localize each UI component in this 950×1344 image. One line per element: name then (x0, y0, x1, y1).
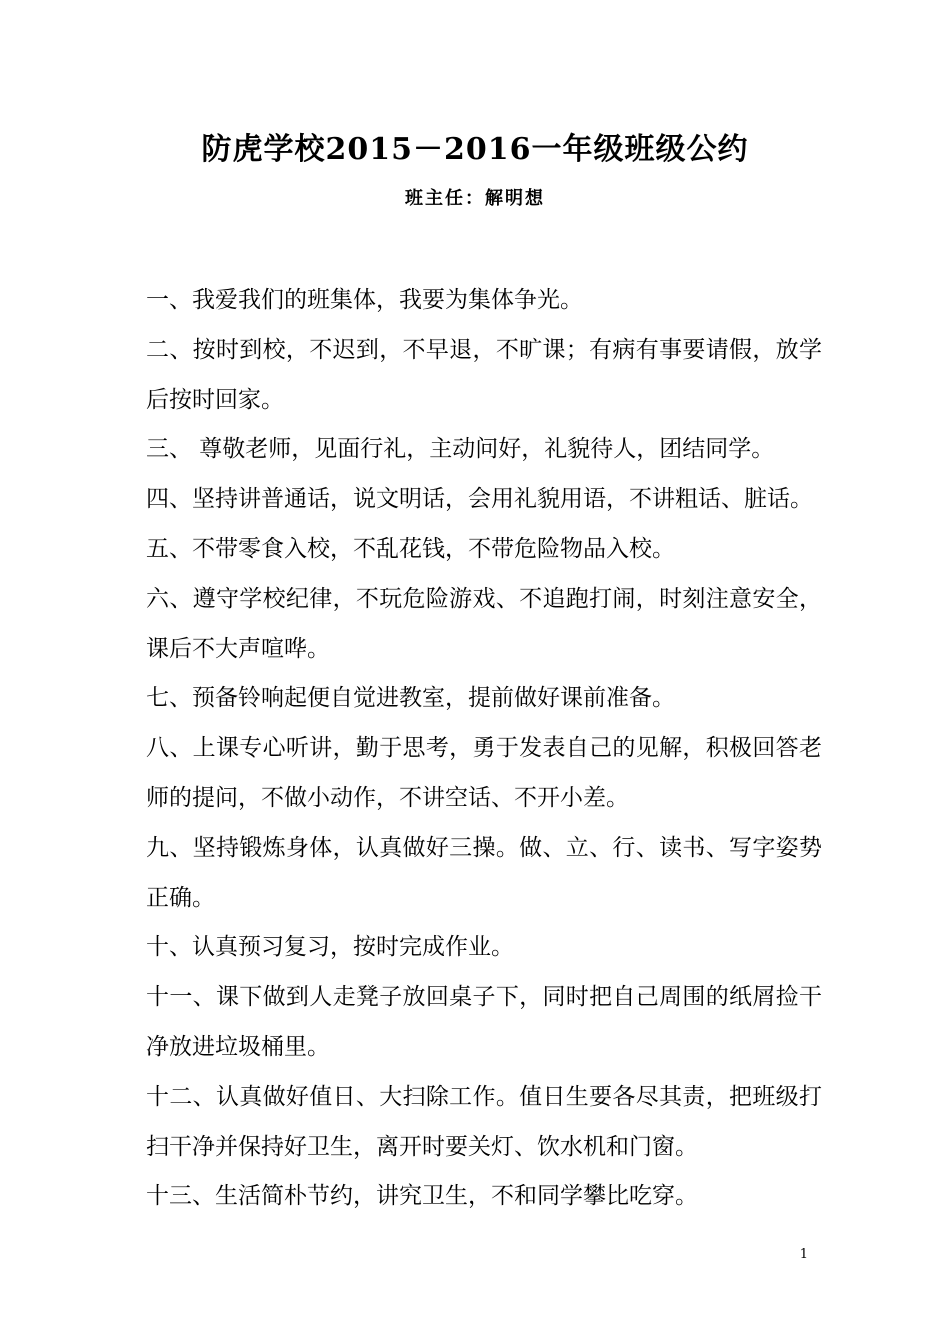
rule-item: 七、预备铃响起便自觉进教室，提前做好课前准备。 (146, 685, 675, 712)
rule-item: 十三、生活简朴节约，讲究卫生，不和同学攀比吃穿。 (146, 1183, 698, 1210)
rule-item: 六、遵守学校纪律，不玩危险游戏、不追跑打闹，时刻注意安全，课后不大声喧哗。 (146, 585, 822, 662)
document-subtitle: 班主任：解明想 (405, 188, 545, 209)
rule-item: 十、认真预习复习，按时完成作业。 (146, 934, 514, 961)
rules-list (146, 276, 822, 1222)
rule-item: 十一、课下做到人走凳子放回桌子下，同时把自己周围的纸屑捡干净放进垃圾桶里。 (146, 984, 822, 1060)
rule-item: 四、坚持讲普通话，说文明话，会用礼貌用语，不讲粗话、脏话。 (146, 486, 813, 513)
rule-item: 二、按时到校，不迟到，不早退，不旷课；有病有事要请假，放学后按时回家。 (146, 336, 822, 413)
rule-item: 九、坚持锻炼身体，认真做好三操。做、立、行、读书、写字姿势正确。 (146, 834, 822, 911)
rule-item: 五、不带零食入校，不乱花钱，不带危险物品入校。 (146, 535, 675, 562)
page-number: 1 (799, 1247, 808, 1262)
rule-item: 十二、认真做好值日、大扫除工作。值日生要各尽其责，把班级打扫干净并保持好卫生，离开时要关灯、饮水机和门窗。 (146, 1083, 822, 1160)
rule-item: 三、 尊敬老师，见面行礼，主动问好，礼貌待人，团结同学。 (146, 436, 775, 463)
rule-item: 一、我爱我们的班集体，我要为集体争光。 (146, 287, 583, 313)
document-title: 防虎学校2015－2016一年级班级公约 (201, 132, 749, 167)
rule-item: 八、上课专心听讲，勤于思考，勇于发表自己的见解，积极回答老师的提问，不做小动作，不讲空话、不开小差。 (146, 735, 822, 811)
